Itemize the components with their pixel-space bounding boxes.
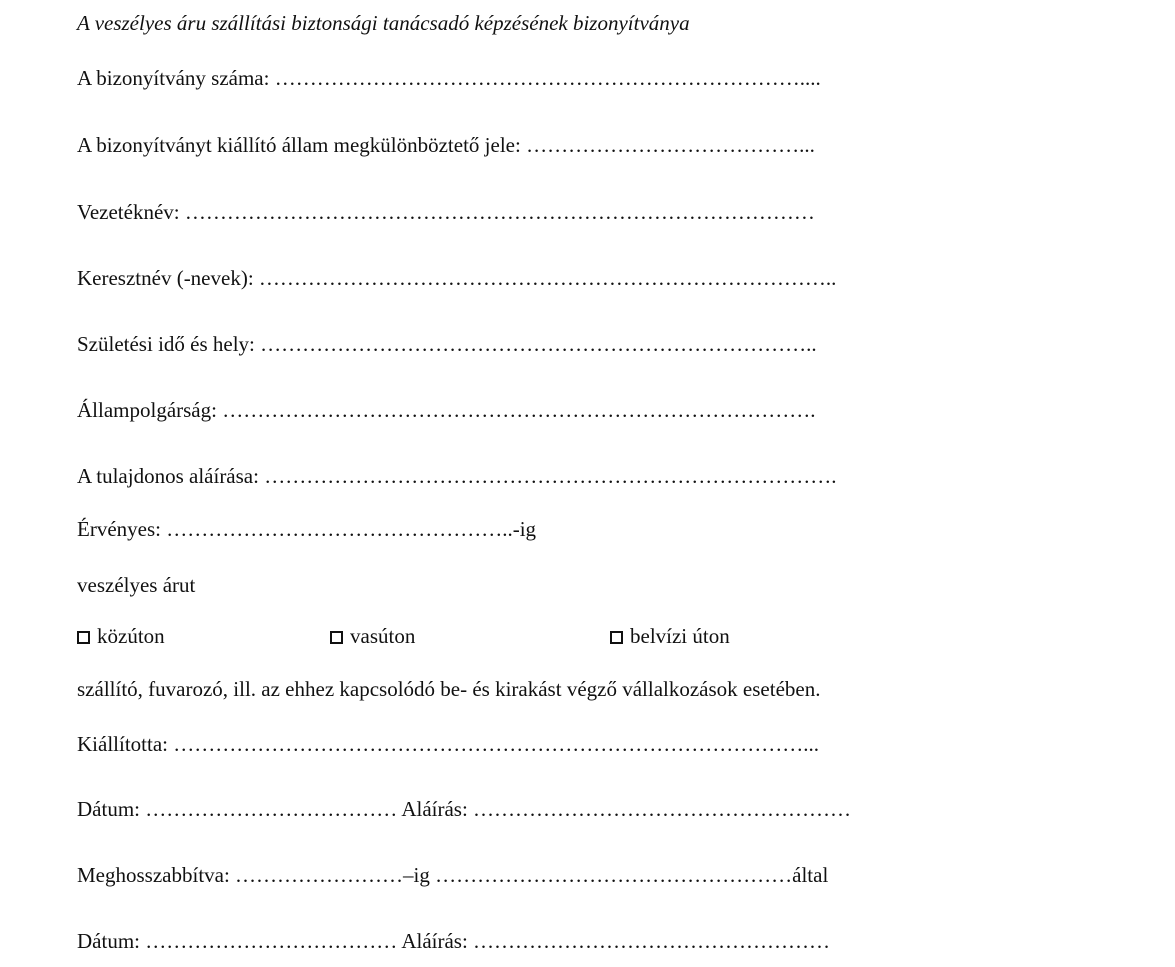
dangerous-goods-label: veszélyes árut bbox=[77, 573, 196, 597]
birth-date-place-field: Születési idő és hely: …………………………………………………………………….. bbox=[77, 332, 817, 356]
certificate-number-field: A bizonyítvány száma: ………………………………………………………………….... bbox=[77, 66, 821, 90]
nationality-field: Állampolgárság: …………………………………………………………………………. bbox=[77, 398, 816, 422]
form-title: A veszélyes áru szállítási biztonsági tanácsadó képzésének bizonyítványa bbox=[77, 11, 690, 35]
holder-signature-field: A tulajdonos aláírása: ………………………………………………………………………. bbox=[77, 464, 837, 488]
checkbox-icon[interactable] bbox=[77, 631, 90, 644]
valid-until-field: Érvényes: …………………………………………..-ig bbox=[77, 517, 537, 541]
option-inland-waterway[interactable] bbox=[610, 623, 730, 649]
date-signature-field: Dátum: ……………………………… Aláírás: ……………………………………………… bbox=[77, 797, 852, 821]
scope-statement: szállító, fuvarozó, ill. az ehhez kapcsolódó be- és kirakást végző vállalkozások esetében. bbox=[77, 677, 821, 701]
checkbox-icon[interactable] bbox=[330, 631, 343, 644]
option-road[interactable] bbox=[77, 623, 165, 649]
issued-by-field: Kiállította: ………………………………………………………………………………... bbox=[77, 732, 819, 756]
first-name-field: Keresztnév (-nevek): ……………………………………………………………………….. bbox=[77, 266, 837, 290]
option-inland-waterway-label: belvízi úton bbox=[630, 624, 730, 648]
checkbox-icon[interactable] bbox=[610, 631, 623, 644]
option-rail[interactable] bbox=[330, 623, 415, 649]
surname-field: Vezetéknév: ……………………………………………………………………………… bbox=[77, 200, 815, 224]
option-road-label: közúton bbox=[97, 624, 165, 648]
issuing-state-field: A bizonyítványt kiállító állam megkülönböztető jele: …………………………………... bbox=[77, 133, 815, 157]
extended-field: Meghosszabbítva: ……………………–ig ……………………………………………által bbox=[77, 863, 829, 887]
option-rail-label: vasúton bbox=[350, 624, 416, 648]
extension-date-signature-field: Dátum: ……………………………… Aláírás: …………………………………………… bbox=[77, 929, 831, 953]
